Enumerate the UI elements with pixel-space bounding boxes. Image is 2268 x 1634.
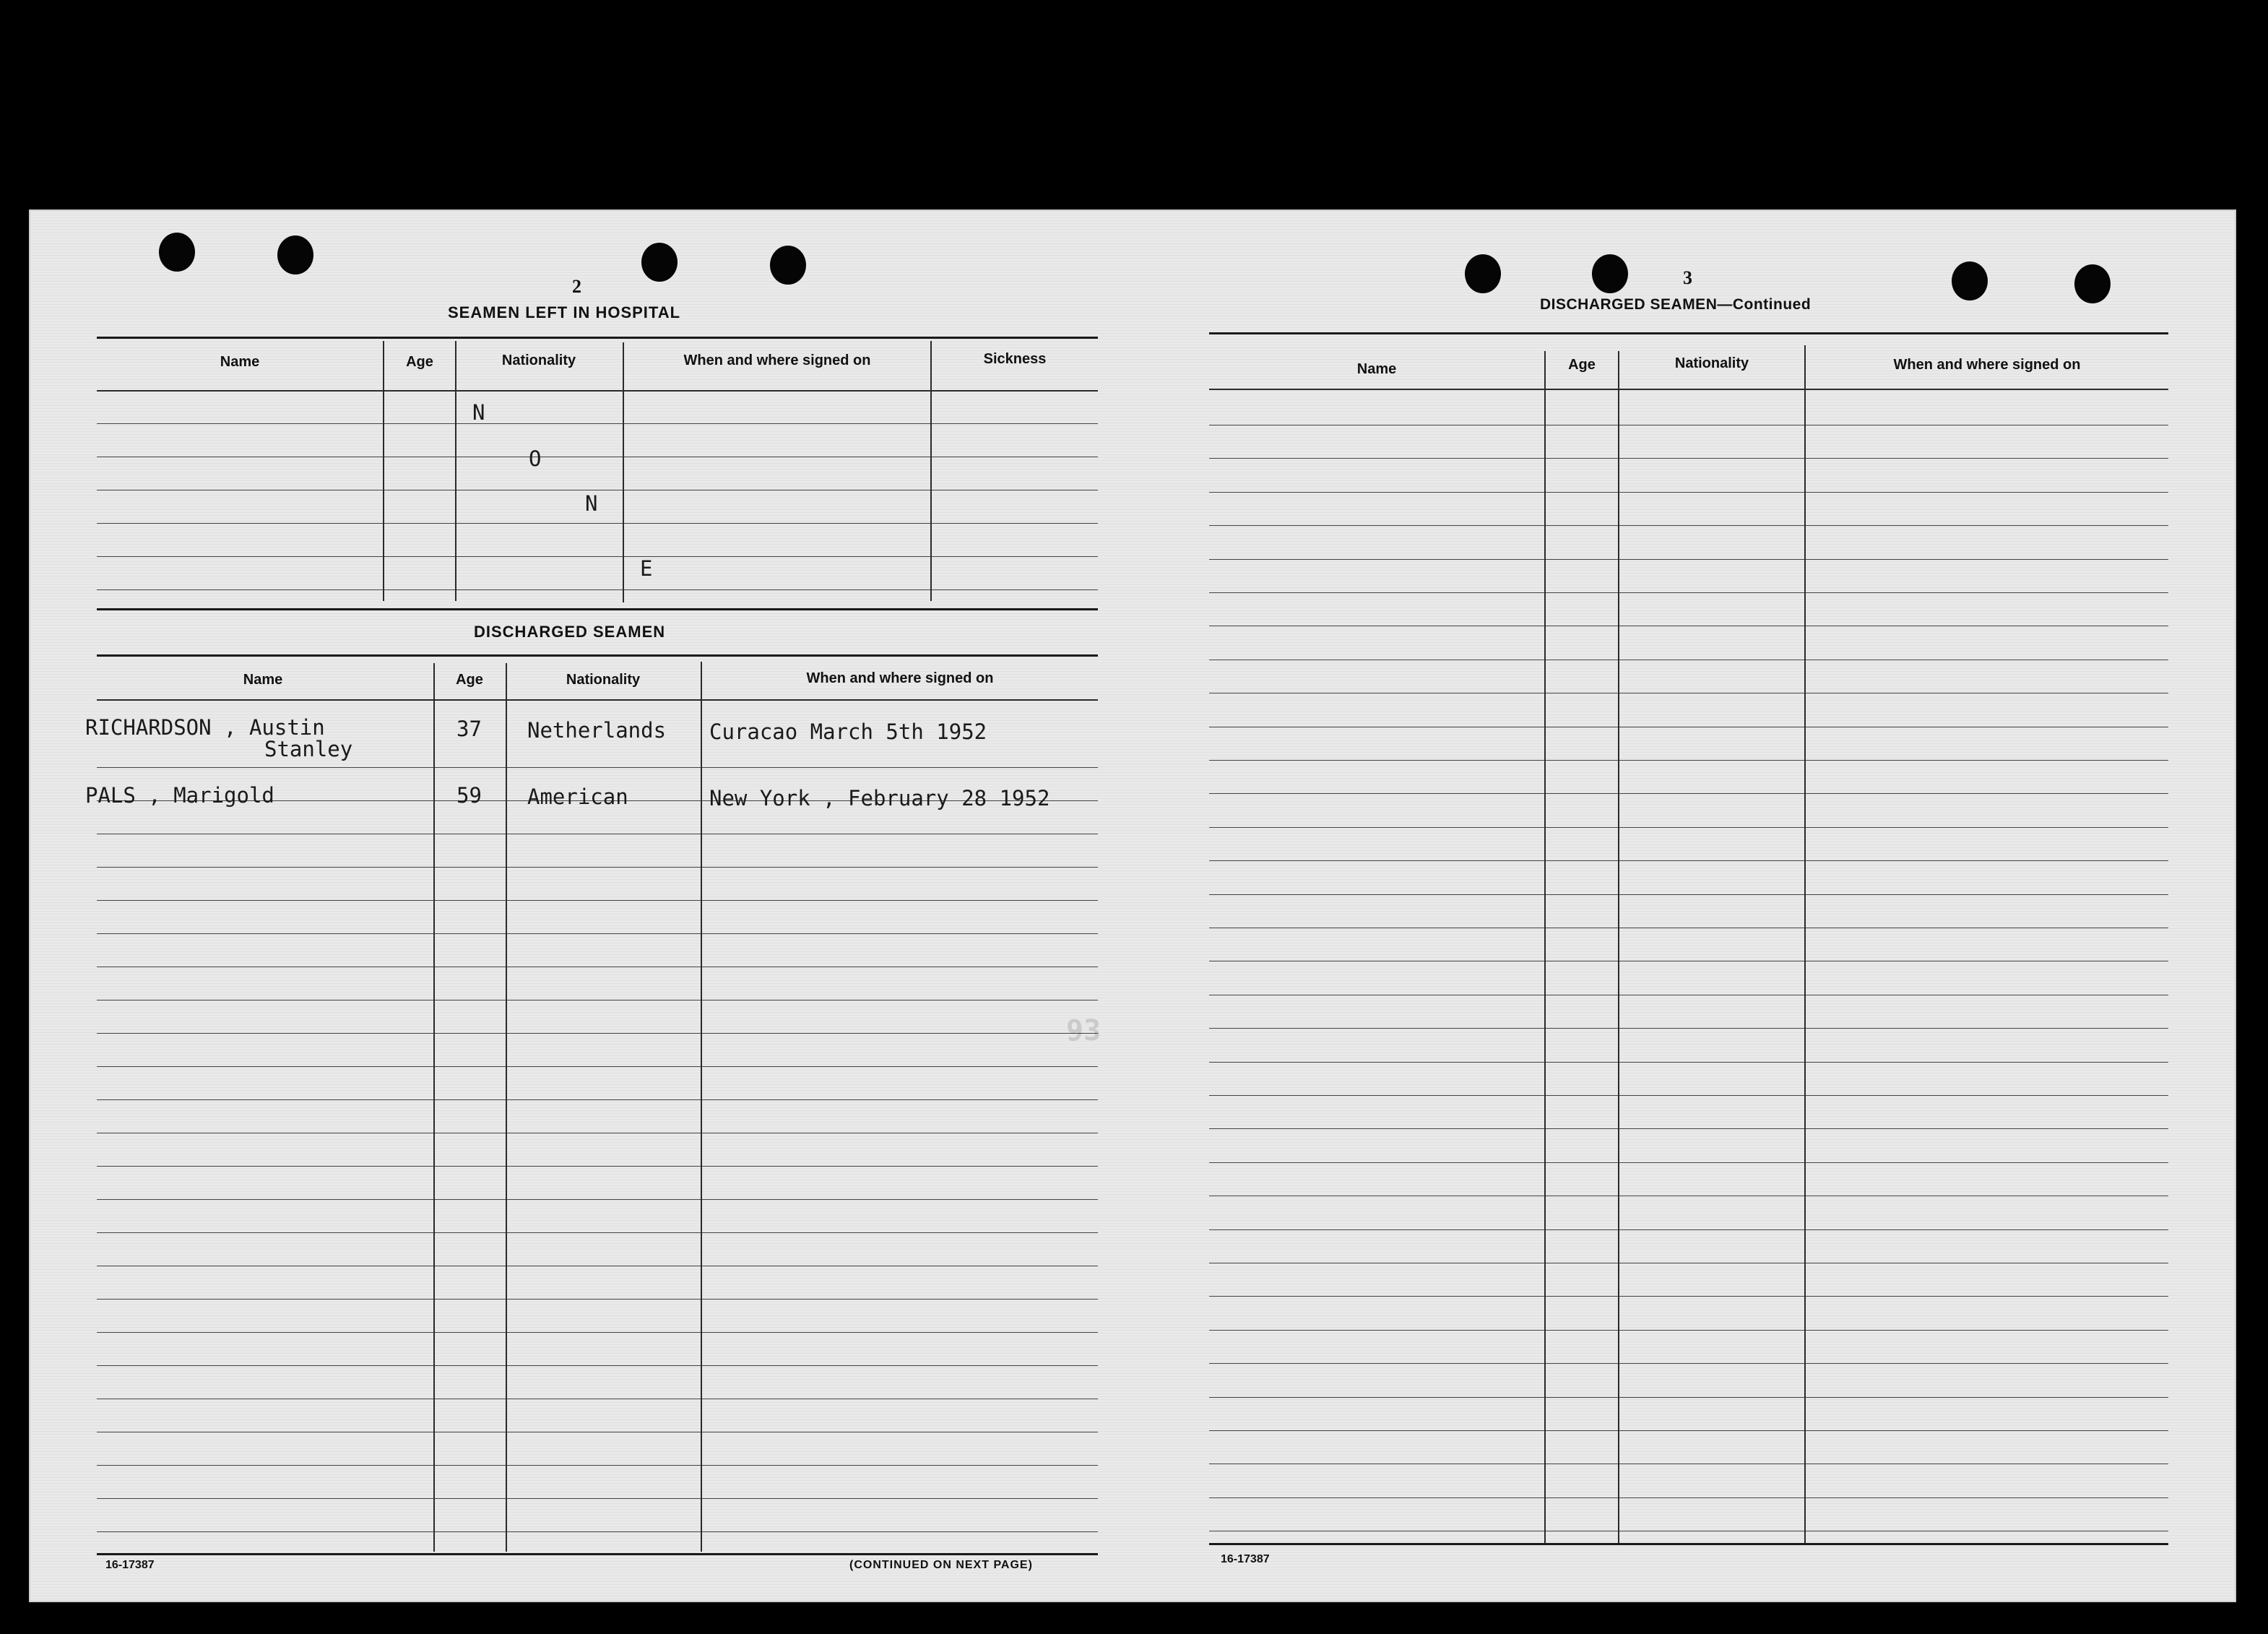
seaman-nationality: Netherlands: [527, 718, 667, 743]
none-letter: E: [640, 556, 653, 581]
ruled-line: [97, 1498, 1098, 1499]
punch-hole: [277, 235, 313, 275]
ruled-line: [97, 556, 1098, 557]
punch-hole: [159, 233, 195, 272]
column-header-signed-on: When and where signed on: [806, 670, 994, 686]
punch-hole: [1592, 254, 1628, 293]
ruled-line: [1209, 860, 2168, 861]
ruled-line: [1209, 827, 2168, 828]
ruled-line: [1209, 1128, 2168, 1129]
table-rule: [97, 337, 1098, 339]
ruled-line: [1209, 793, 2168, 794]
ruled-line: [97, 900, 1098, 901]
column-header-age: Age: [1568, 357, 1596, 373]
ruled-line: [97, 933, 1098, 934]
ruled-line: [97, 1465, 1098, 1466]
ruled-line: [97, 1232, 1098, 1233]
table-rule: [97, 608, 1098, 610]
ruled-line: [1209, 492, 2168, 493]
punch-hole: [1465, 254, 1501, 293]
ruled-line: [1209, 1095, 2168, 1096]
ruled-line: [1209, 760, 2168, 761]
seaman-age: 37: [456, 717, 482, 741]
column-divider: [701, 662, 702, 1552]
column-divider: [433, 663, 435, 1552]
seaman-name: RICHARDSON , Austin: [85, 715, 325, 740]
faint-stamp: 93: [1066, 1014, 1101, 1047]
ruled-line: [1209, 1330, 2168, 1331]
column-divider: [623, 342, 624, 602]
ruled-line: [1209, 894, 2168, 895]
ruled-line: [1209, 458, 2168, 459]
column-header-sickness: Sickness: [983, 351, 1047, 367]
ruled-line: [1209, 592, 2168, 593]
continued-note: (CONTINUED ON NEXT PAGE): [849, 1559, 1033, 1571]
column-header-name: Name: [243, 672, 283, 688]
ruled-line: [1209, 525, 2168, 526]
ruled-line: [1209, 1229, 2168, 1230]
seaman-name-cont: Stanley: [264, 737, 353, 761]
table-rule: [97, 699, 1098, 701]
table-rule: [97, 654, 1098, 657]
none-letter: N: [472, 400, 485, 425]
ruled-line: [97, 1365, 1098, 1366]
document-sheet: [29, 209, 2236, 1602]
column-header-name: Name: [1356, 361, 1397, 377]
ruled-line: [97, 1199, 1098, 1200]
section-title-discharged: DISCHARGED SEAMEN: [474, 623, 666, 641]
form-number: 16-17387: [1221, 1553, 1270, 1565]
table-rule: [97, 1553, 1098, 1555]
column-divider: [1544, 351, 1546, 1543]
column-header-nationality: Nationality: [1674, 355, 1749, 371]
seaman-nationality: American: [527, 784, 628, 809]
table-rule: [97, 390, 1098, 392]
seaman-signed-on: New York , February 28 1952: [709, 786, 1050, 810]
column-divider: [1618, 351, 1619, 1543]
seaman-name: PALS , Marigold: [85, 783, 274, 808]
table-rule: [1209, 389, 2168, 390]
ruled-line: [97, 523, 1098, 524]
column-divider: [455, 341, 456, 601]
column-divider: [1804, 345, 1806, 1543]
ruled-line: [1209, 1296, 2168, 1297]
ruled-line: [97, 1166, 1098, 1167]
column-divider: [930, 341, 932, 601]
none-letter: O: [529, 446, 542, 471]
ruled-line: [1209, 1430, 2168, 1431]
ruled-line: [97, 767, 1098, 768]
page-number: 2: [572, 276, 581, 297]
ruled-line: [97, 1531, 1098, 1532]
ruled-line: [97, 867, 1098, 868]
ruled-line: [1209, 1162, 2168, 1163]
ruled-line: [1209, 1028, 2168, 1029]
form-number: 16-17387: [105, 1559, 155, 1571]
ruled-line: [97, 1033, 1098, 1034]
none-letter: N: [585, 491, 598, 516]
column-divider: [383, 341, 384, 601]
ruled-line: [97, 1099, 1098, 1100]
column-header-signed-on: When and where signed on: [1893, 357, 2081, 373]
seaman-age: 59: [456, 783, 482, 808]
column-header-nationality: Nationality: [566, 672, 641, 688]
seaman-signed-on: Curacao March 5th 1952: [709, 719, 987, 744]
column-header-age: Age: [406, 354, 433, 370]
table-rule: [1209, 1543, 2168, 1545]
column-header-age: Age: [456, 672, 483, 688]
ruled-line: [97, 1332, 1098, 1333]
punch-hole: [641, 243, 678, 282]
punch-hole: [1952, 261, 1988, 301]
table-rule: [1209, 332, 2168, 334]
column-header-nationality: Nationality: [501, 353, 576, 368]
punch-hole: [770, 246, 806, 285]
ruled-line: [1209, 1363, 2168, 1364]
section-title-hospital: SEAMEN LEFT IN HOSPITAL: [448, 303, 681, 321]
page-number: 3: [1683, 267, 1692, 288]
punch-hole: [2074, 264, 2111, 303]
ruled-line: [1209, 1062, 2168, 1063]
section-title-discharged-continued: DISCHARGED SEAMEN—Continued: [1540, 296, 1812, 313]
ruled-line: [97, 423, 1098, 424]
ruled-line: [97, 589, 1098, 590]
column-header-name: Name: [220, 354, 260, 370]
ruled-line: [97, 1299, 1098, 1300]
ruled-line: [97, 1066, 1098, 1067]
ruled-line: [1209, 1497, 2168, 1498]
column-divider: [506, 663, 507, 1552]
ruled-line: [1209, 1397, 2168, 1398]
ruled-line: [1209, 559, 2168, 560]
column-header-signed-on: When and where signed on: [683, 353, 871, 368]
